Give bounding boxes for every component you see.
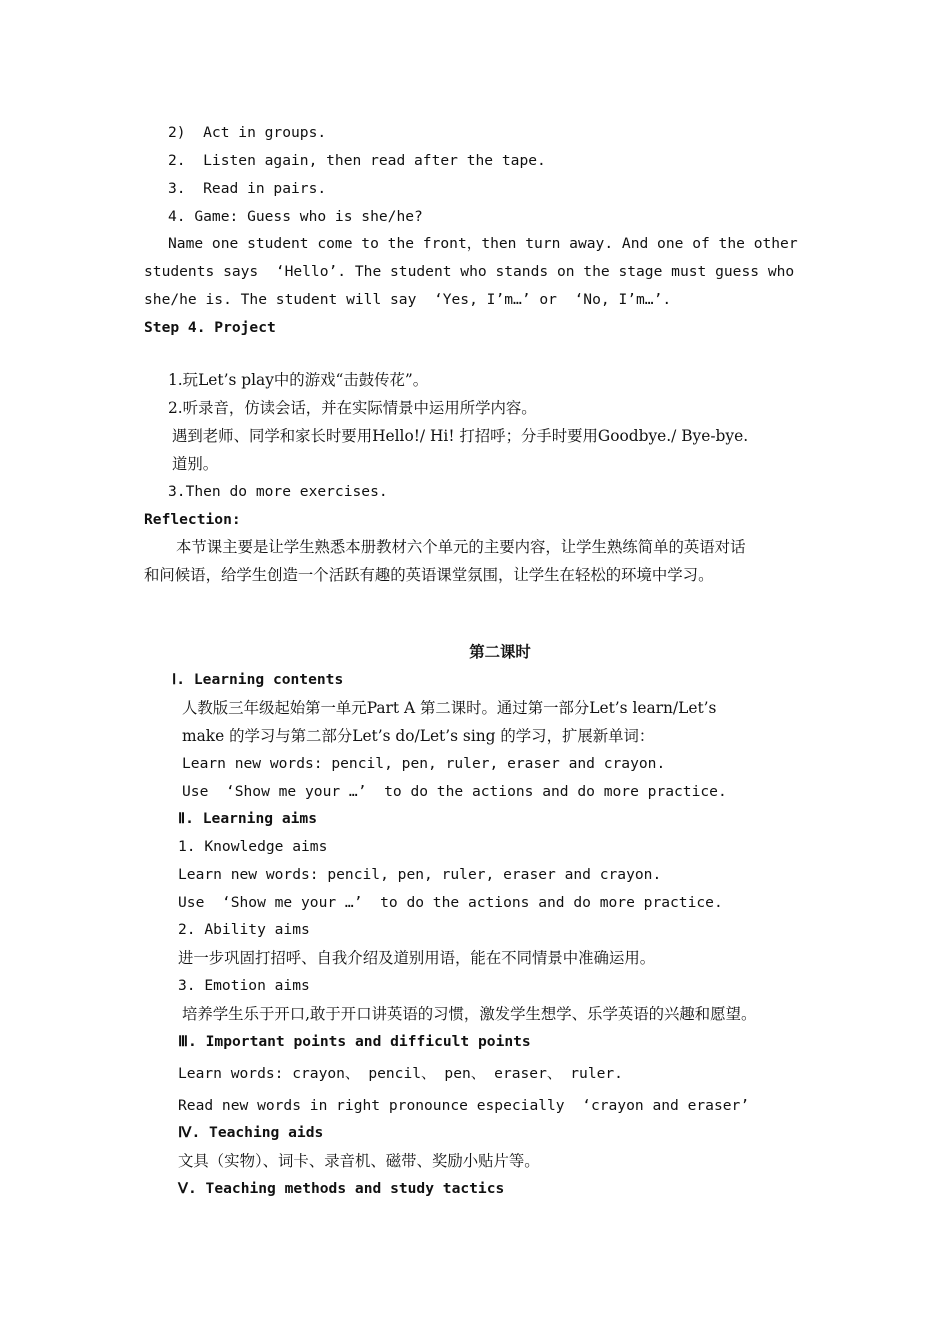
section-text: 文具（实物）、词卡、录音机、磁带、奖励小贴片等。	[178, 1152, 540, 1170]
section-text: 2. Ability aims	[178, 921, 310, 938]
reflection-text: 和问候语，给学生创造一个活跃有趣的英语课堂氛围，让学生在轻松的环境中学习。	[144, 566, 714, 584]
reflection-heading: Reflection:	[144, 511, 241, 528]
section-heading: Ⅲ. Important points and difficult points	[178, 1033, 531, 1050]
section-heading: Ⅰ. Learning contents	[172, 671, 344, 688]
lesson-title: 第二课时	[469, 643, 531, 661]
project-line: 2.听录音，仿读会话，并在实际情景中运用所学内容。	[168, 399, 537, 417]
activity-line: 2) Act in groups.	[168, 124, 327, 141]
section-text: make 的学习与第二部分Let’s do/Let’s sing 的学习，扩展新单词：	[182, 727, 655, 745]
section-text: 培养学生乐于开口,敢于开口讲英语的习惯，激发学生想学、乐学英语的兴趣和愿望。	[182, 1005, 757, 1023]
paragraph-line: students says ‘Hello’. The student who stands on the stage must guess who	[144, 263, 795, 280]
section-text: Read new words in right pronounce especially ‘crayon and eraser’	[178, 1097, 750, 1114]
section-text: 3. Emotion aims	[178, 977, 310, 994]
section-text: 人教版三年级起始第一单元Part A 第二课时。通过第一部分Let’s learn/Let’s	[182, 699, 717, 717]
section-text: Learn new words: pencil, pen, ruler, eraser and crayon.	[178, 866, 662, 883]
project-line: 3.Then do more exercises.	[168, 483, 388, 500]
paragraph-line: Name one student come to the front，then turn away. And one of the other	[168, 235, 798, 252]
project-line: 1.玩Let’s play中的游戏“击鼓传花”。	[168, 371, 429, 389]
section-heading: Ⅴ. Teaching methods and study tactics	[178, 1180, 505, 1197]
section-text: Learn words: crayon、 pencil、 pen、 eraser、 ruler.	[178, 1065, 623, 1082]
project-line: 道别。	[172, 455, 219, 473]
reflection-text: 本节课主要是让学生熟悉本册教材六个单元的主要内容，让学生熟练简单的英语对话	[176, 538, 746, 556]
section-text: 1. Knowledge aims	[178, 838, 328, 855]
section-text: Learn new words: pencil, pen, ruler, eraser and crayon.	[182, 755, 666, 772]
section-text: Use ‘Show me your …’ to do the actions and do more practice.	[182, 783, 727, 800]
paragraph-line: she/he is. The student will say ‘Yes, I’m…’ or ‘No, I’m…’.	[144, 291, 672, 308]
activity-line: 4. Game: Guess who is she/he?	[168, 208, 423, 225]
activity-line: 2. Listen again, then read after the tape.	[168, 152, 546, 169]
section-text: 进一步巩固打招呼、自我介绍及道别用语，能在不同情景中准确运用。	[178, 949, 656, 967]
project-line: 遇到老师、同学和家长时要用Hello!/ Hi! 打招呼；分手时要用Goodbye./ Bye-bye.	[172, 427, 749, 445]
section-heading: Ⅱ. Learning aims	[178, 810, 317, 827]
section-text: Use ‘Show me your …’ to do the actions and do more practice.	[178, 894, 723, 911]
section-heading: Ⅳ. Teaching aids	[178, 1124, 324, 1141]
activity-line: 3. Read in pairs.	[168, 180, 327, 197]
step-heading: Step 4. Project	[144, 319, 276, 336]
